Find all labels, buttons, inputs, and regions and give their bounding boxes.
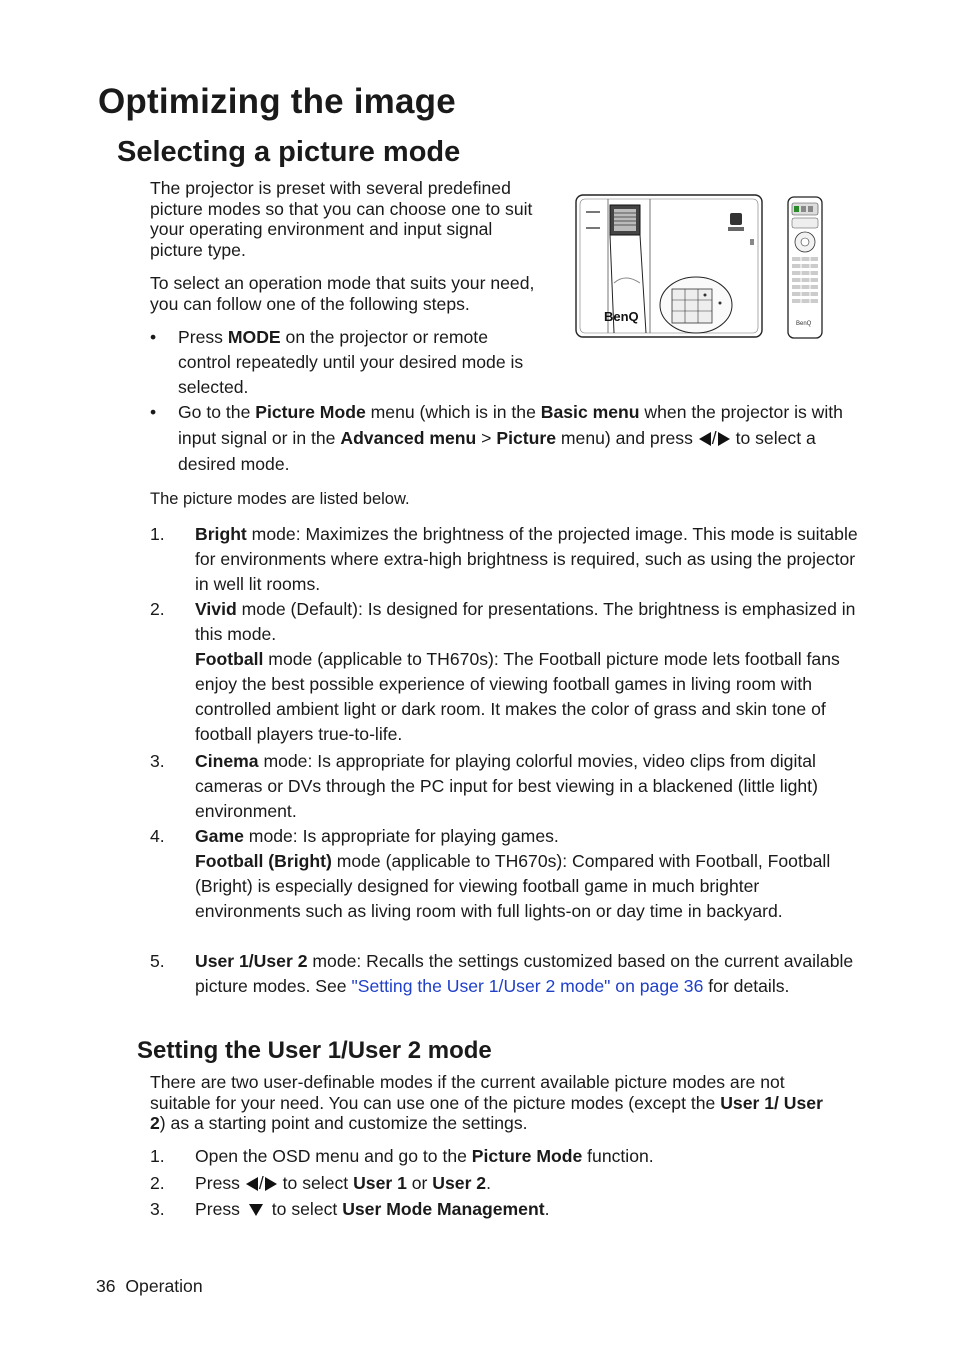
bullet-text: menu) and press	[555, 428, 698, 448]
mode-name: Game	[195, 826, 244, 846]
list-number: 1.	[150, 524, 165, 544]
step-text: to select	[277, 1173, 354, 1193]
right-arrow-icon	[718, 432, 730, 446]
list-number: 3.	[150, 1199, 165, 1219]
steps-intro-paragraph: To select an operation mode that suits your need, you can follow one of the following steps.	[150, 273, 535, 314]
bullet-bold: Picture Mode	[255, 402, 366, 422]
bullet-text: menu (which is in the	[365, 402, 541, 422]
bullet-dot: •	[150, 327, 157, 347]
step-text: .	[486, 1173, 491, 1193]
projector-illustration-svg	[574, 193, 830, 341]
intro-paragraph: The projector is preset with several predefined picture modes so that you can choose one to suit your operating environment and input signal picture type.	[150, 178, 533, 260]
list-number: 2.	[150, 1173, 165, 1193]
list-number: 5.	[150, 951, 165, 971]
slash-text: /	[711, 428, 717, 448]
list-number: 3.	[150, 751, 165, 771]
bullet-text: >	[476, 428, 497, 448]
modes-intro: The picture modes are listed below.	[150, 490, 410, 508]
mode-description: mode: Is appropriate for playing games.	[243, 826, 559, 846]
page-title: Optimizing the image	[98, 82, 456, 121]
page-number: 36	[96, 1276, 116, 1296]
footer-section-name: Operation	[125, 1276, 203, 1296]
step-bold: User Mode Management	[342, 1199, 545, 1219]
step-text: Open the OSD menu and go to the	[195, 1146, 472, 1166]
mode-name: Bright	[195, 524, 247, 544]
bullet-text: Go to the	[178, 402, 256, 422]
page-footer	[96, 1276, 203, 1297]
right-arrow-icon	[265, 1177, 277, 1191]
intro-text: ) as a starting point and customize the settings.	[159, 1113, 528, 1133]
step-bold: User 1	[353, 1173, 407, 1193]
step-bold: User 2	[432, 1173, 487, 1193]
down-arrow-icon	[249, 1204, 263, 1216]
step-item-1	[150, 1144, 860, 1169]
step-text: function.	[582, 1146, 654, 1166]
section-heading-user-mode: Setting the User 1/User 2 mode	[137, 1037, 492, 1064]
section-heading-picture-mode: Selecting a picture mode	[117, 136, 461, 168]
mode-sub-name: Football (Bright)	[195, 851, 332, 871]
intro-bold: User 1/ User 2	[150, 1092, 823, 1133]
remote-logo: BenQ	[796, 321, 812, 327]
mode-description: mode: Maximizes the brightness of the projected image. This mode is suitable for environments where extra-high brightness is required, such as using the projector in well lit rooms.	[195, 524, 858, 594]
bullet-item-picture-menu	[150, 399, 860, 477]
mode-item-cinema	[150, 749, 860, 824]
step-bold: Picture Mode	[471, 1146, 583, 1166]
projector-logo: BenQ	[604, 309, 639, 324]
mode-name: Cinema	[195, 751, 259, 771]
intro-text: There are two user-definable modes if the current available picture modes are not suitable for your need. You can use one of the picture modes (except the	[150, 1072, 785, 1113]
user-mode-intro	[150, 1072, 840, 1134]
bullet-item-mode	[150, 325, 545, 400]
left-arrow-icon	[246, 1177, 258, 1191]
bullet-bold: Picture	[496, 428, 556, 448]
bullet-dot: •	[150, 402, 157, 422]
step-text: or	[406, 1173, 433, 1193]
bullet-text: Press	[178, 327, 228, 347]
mode-item-vivid	[150, 597, 860, 747]
list-number: 4.	[150, 826, 165, 846]
list-number: 2.	[150, 599, 165, 619]
mode-item-bright	[150, 522, 860, 597]
projector-remote-illustration	[574, 193, 830, 341]
step-item-2	[150, 1171, 860, 1196]
mode-item-user	[150, 949, 860, 999]
step-text: Press	[195, 1173, 245, 1193]
bullet-bold: Basic menu	[540, 402, 640, 422]
mode-name: User 1/User 2	[195, 951, 308, 971]
mode-description: for details.	[703, 976, 790, 996]
bullet-text: to select a desired mode.	[178, 428, 816, 474]
step-text: to select	[266, 1199, 343, 1219]
mode-sub-description: mode (applicable to TH670s): The Football picture mode lets football fans enjoy the best possible experience of viewing football games in living room with controlled ambient light or dark room. It makes the color of grass and skin tone of football players true-to-life.	[195, 649, 840, 744]
step-item-3	[150, 1197, 860, 1222]
list-number: 1.	[150, 1146, 165, 1166]
step-text: .	[544, 1199, 550, 1219]
bullet-text: when the projector is with input signal or in the	[178, 402, 843, 448]
mode-sub-name: Football	[195, 649, 264, 669]
mode-sub-description: mode (applicable to TH670s): Compared with Football, Football (Bright) is especially designed for viewing football game in much brighter environments such as living room with full lights-on or day time in backyard.	[195, 851, 831, 921]
mode-description: mode: Recalls the settings customized based on the current available picture modes. See	[195, 951, 854, 996]
slash-text: /	[258, 1173, 264, 1193]
bullet-text: on the projector or remote control repeatedly until your desired mode is selected.	[178, 327, 524, 397]
mode-name: Vivid	[195, 599, 237, 619]
bullet-bold: Advanced menu	[340, 428, 477, 448]
cross-reference-link[interactable]: "Setting the User 1/User 2 mode" on page 36	[351, 976, 704, 996]
bullet-bold-mode: MODE	[227, 327, 281, 347]
mode-description: mode (Default): Is designed for presentations. The brightness is emphasized in this mode.	[195, 599, 856, 644]
left-arrow-icon	[699, 432, 711, 446]
step-text: Press	[195, 1199, 245, 1219]
mode-description: mode: Is appropriate for playing colorful movies, video clips from digital cameras or DVs through the PC input for best viewing in a blackened (little light) environment.	[195, 751, 818, 821]
mode-item-game	[150, 824, 860, 924]
